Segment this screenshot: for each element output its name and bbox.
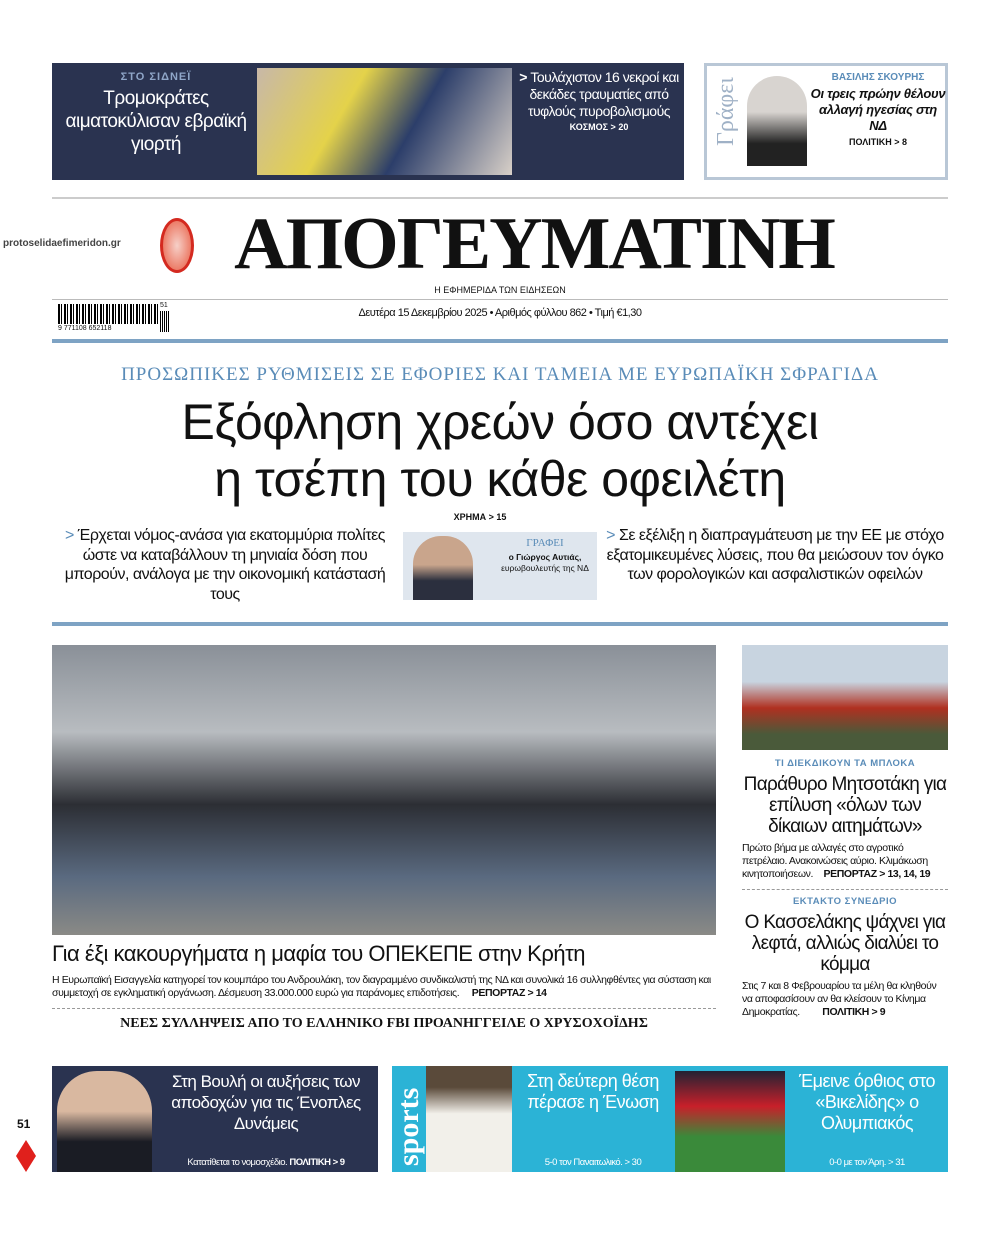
side2-headline: Ο Κασσελάκης ψάχνει για λεφτά, αλλιώς διαλύει το κόμμα	[744, 912, 946, 975]
top-story-photo	[257, 68, 512, 175]
bottom-left-headline: Στη Βουλή οι αυξήσεις των αποδοχών για τις Ένοπλες Δυνάμεις	[171, 1072, 361, 1133]
opinion-author-photo	[747, 76, 807, 166]
sports-story2-text[interactable]: 0-0 με τον Άρη. > 31	[829, 1157, 905, 1168]
top-story-ref[interactable]: ΚΟΣΜΟΣ > 20	[569, 122, 629, 132]
masthead-title: ΑΠΟΓΕΥΜΑΤΙΝΗ	[234, 203, 834, 285]
side1-ref[interactable]: ΡΕΠΟΡΤΑΖ > 13, 14, 19	[823, 868, 931, 880]
divider	[742, 889, 948, 890]
diamond-icon	[16, 1140, 36, 1172]
opinion-box[interactable]	[704, 63, 948, 180]
writer-photo	[413, 536, 473, 600]
side1-kicker: ΤΙ ΔΙΕΚΔΙΚΟΥΝ ΤΑ ΜΠΛΟΚΑ	[774, 758, 916, 769]
opinion-author: ΒΑΣΙΛΗΣ ΣΚΟΥΡΗΣ	[831, 72, 925, 83]
divider	[52, 622, 948, 626]
dateline: Δευτέρα 15 Δεκεμβρίου 2025 • Αριθμός φύλλου 862 • Τιμή €1,30	[358, 307, 642, 319]
top-story-headline: Τρομοκράτες αιματοκύλισαν εβραϊκή γιορτή	[65, 88, 247, 155]
main-story-photo	[52, 645, 716, 935]
main-headline: Για έξι κακουργήματα η μαφία του ΟΠΕΚΕΠΕ στην Κρήτη	[52, 941, 585, 966]
sports-story2-headline: Έμεινε όρθιος στο «Βικελίδης» ο Ολυμπιακός	[799, 1071, 935, 1133]
page-number: 51	[17, 1117, 31, 1131]
opinion-vertical-label: Γράφει	[713, 77, 739, 146]
main-ref[interactable]: ΡΕΠΟΡΤΑΖ > 14	[471, 987, 547, 999]
side1-photo	[742, 645, 948, 750]
sports-section[interactable]	[392, 1066, 948, 1172]
bottom-left-story[interactable]	[52, 1066, 378, 1172]
divider	[52, 1008, 716, 1009]
barcode-addon	[160, 311, 170, 332]
barcode-number: 9 771108 652118	[58, 325, 112, 332]
divider	[52, 299, 948, 300]
writer-info: ο Γιώργος Αυτιάς, ευρωβουλευτής της ΝΔ	[501, 552, 589, 573]
barcode	[58, 304, 158, 324]
bottom-left-text: Κατατίθεται το νομοσχέδιο. ΠΟΛΙΤΙΚΗ > 9	[187, 1157, 345, 1168]
lead-ref[interactable]: ΧΡΗΜΑ > 15	[453, 512, 507, 522]
side1-headline: Παράθυρο Μητσοτάκη για επίλυση «όλων των δίκαιων αιτημάτων»	[743, 774, 947, 837]
sports-photo-1	[426, 1066, 512, 1172]
sports-label: sports	[392, 1087, 425, 1166]
sports-story1-text[interactable]: 5-0 τον Παναιτωλικό. > 30	[544, 1157, 642, 1168]
lead-left-text: > Έρχεται νόμος-ανάσα για εκατομμύρια πολίτες ώστε να καταβάλλουν τη μηνιαία δόση που μπορούν, ανάλογα με την οικονομική κατάστασή τους	[64, 527, 386, 603]
logo-emblem-icon	[160, 218, 194, 273]
top-story-summary: > Τουλάχιστον 16 νεκροί και δεκάδες τραυματίες από τυφλούς πυροβολισμούς	[519, 69, 679, 119]
divider	[52, 339, 948, 343]
sports-photo-2	[675, 1071, 785, 1172]
lead-right-text: > Σε εξέλιξη η διαπραγμάτευση με την ΕΕ με στόχο εξατομικευμένες λύσεις, που θα μειώσουν τον όγκο των φορολογικών και ασφαλιστικών οφειλών	[606, 527, 944, 583]
opinion-headline: Οι τρεις πρώην θέλουν αλλαγή ηγεσίας στη ΝΔ	[810, 86, 946, 133]
divider	[52, 197, 948, 199]
writer-box[interactable]	[403, 532, 597, 600]
main-text: Η Ευρωπαϊκή Εισαγγελία κατηγορεί τον κουμπάρο του Ανδρουλάκη, τον διαγραμμένο συνδικαλιστή της ΝΔ και συνολικά 16 συλληφθέντες για σύσταση και συμμετοχή σε εγκληματική οργάνωση. Δέσμευση 33.000.000 ευρώ για παράνομες επιδοτήσεις. ΡΕΠΟΡΤΑΖ > 14	[52, 974, 711, 999]
side2-kicker: ΕΚΤΑΚΤΟ ΣΥΝΕΔΡΙΟ	[792, 896, 898, 907]
masthead-subtitle: Η ΕΦΗΜΕΡΙΔΑ ΤΩΝ ΕΙΔΗΣΕΩΝ	[434, 285, 566, 295]
top-story-kicker: ΣΤΟ ΣΙΔΝΕΪ	[120, 71, 192, 83]
opinion-ref[interactable]: ΠΟΛΙΤΙΚΗ > 8	[848, 137, 908, 147]
main-strap: ΝΕΕΣ ΣΥΛΛΗΨΕΙΣ ΑΠΟ ΤΟ ΕΛΛΗΝΙΚΟ FBI ΠΡΟΑΝΗΓΓΕΙΛΕ Ο ΧΡΥΣΟΧΟΪΔΗΣ	[120, 1016, 648, 1031]
side1-text: Πρώτο βήμα με αλλαγές στο αγροτικό πετρέλαιο. Ανακοινώσεις αύριο. Κλιμάκωση κινητοποιήσεων. ΡΕΠΟΡΤΑΖ > 13, 14, 19	[742, 842, 931, 880]
bottom-left-photo	[57, 1071, 152, 1172]
sports-story1-headline: Στη δεύτερη θέση πέρασε η Ένωση	[527, 1071, 659, 1112]
lead-headline-line-1: Εξόφληση χρεών όσο αντέχει	[181, 394, 819, 450]
lead-kicker: ΠΡΟΣΩΠΙΚΕΣ ΡΥΘΜΙΣΕΙΣ ΣΕ ΕΦΟΡΙΕΣ ΚΑΙ ΤΑΜΕΙΑ ΜΕ ΕΥΡΩΠΑΪΚΗ ΣΦΡΑΓΙΔΑ	[121, 364, 879, 385]
watermark: protoselidaefimeridon.gr	[3, 238, 121, 249]
side2-text: Στις 7 και 8 Φεβρουαρίου τα μέλη θα κληθούν να αποφασίσουν αν θα κλείσουν το Κίνημα Δημοκρατίας. ΠΟΛΙΤΙΚΗ > 9	[742, 980, 937, 1018]
top-story-banner[interactable]	[52, 63, 684, 180]
lead-headline-line-2: η τσέπη του κάθε οφειλέτη	[214, 451, 786, 507]
barcode-addon-number: 51	[160, 302, 168, 309]
writer-label: ΓΡΑΦΕΙ	[526, 537, 564, 549]
side2-ref[interactable]: ΠΟΛΙΤΙΚΗ > 9	[822, 1006, 886, 1018]
